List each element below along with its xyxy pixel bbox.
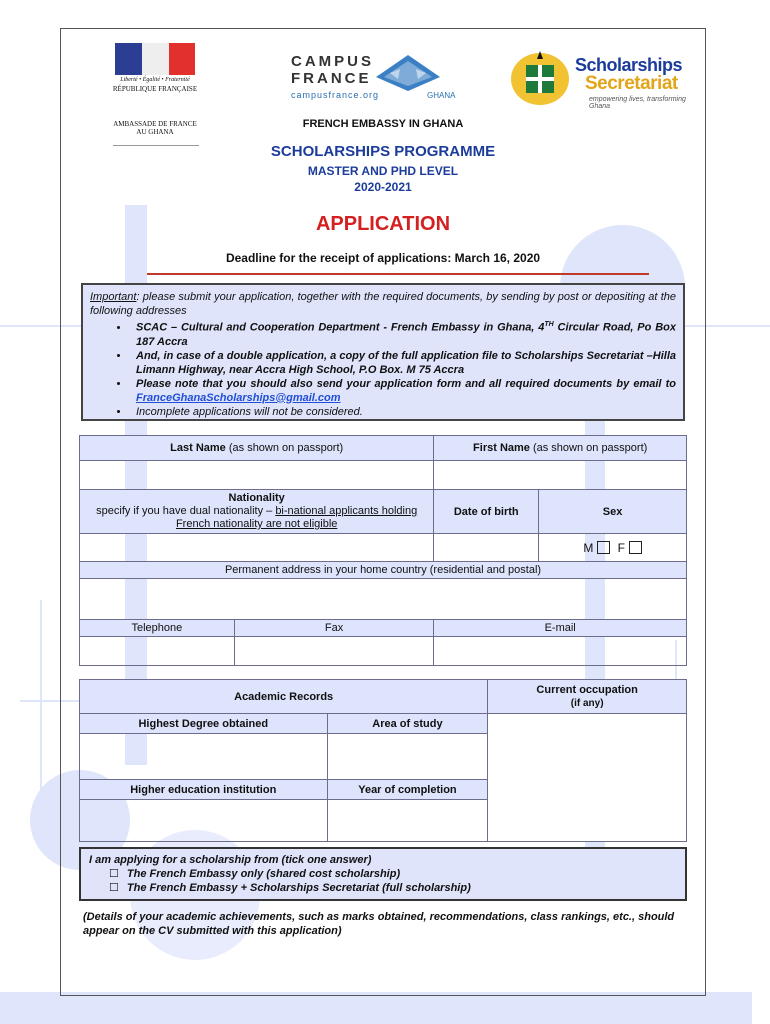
academic-records-table [79,679,687,842]
email-instruction: Please note that you should also send your application form and all required documents by email to [136,377,676,390]
scholarship-prompt: I am applying for a scholarship from (tick one answer) [89,854,372,866]
personal-info-table [79,435,687,666]
year-of-completion-header: Year of completion [327,780,488,800]
contact-email-link[interactable]: FranceGhanaScholarships@gmail.com [136,391,341,404]
highest-degree-header: Highest Degree obtained [80,714,328,734]
sex-header: Sex [539,490,687,534]
embassy-name: FRENCH EMBASSY IN GHANA [302,118,464,130]
sex-m-checkbox[interactable] [597,541,610,554]
marianne-flag-icon [115,43,195,75]
first-name-input[interactable] [434,461,687,490]
campus-france-line2: FRANCE [291,70,372,87]
important-label: Important [90,291,137,303]
motto: Liberté • Égalité • Fraternité [120,77,190,83]
academic-records-header: Academic Records [80,680,488,714]
bg-bottom-band [0,992,752,1024]
checkbox-icon[interactable]: ☐ [109,882,119,894]
bg-line-v1 [40,600,42,810]
institution-input[interactable] [80,800,328,842]
current-occupation-input[interactable] [488,714,687,842]
scholarship-choice-box [79,847,687,901]
important-notice [81,283,685,421]
current-occupation-header: Current occupation (if any) [488,680,687,714]
republic-name: RÉPUBLIQUE FRANÇAISE [112,85,198,93]
sex-f-checkbox[interactable] [629,541,642,554]
area-of-study-header: Area of study [327,714,488,734]
list-item: • And, in case of a double application, a copy of the full application file to Scholarships Secretariat –Hilla Limann Highway, near Accra High School, P.O Box. M 75 Accra [130,349,676,377]
list-item: • Incomplete applications will not be considered. [130,405,676,419]
last-name-input[interactable] [80,461,434,490]
secretariat-logo [509,49,699,109]
list-item: • SCAC – Cultural and Cooperation Department - French Embassy in Ghana, 4TH Circular Road, Po Box 187 Accra [130,318,676,349]
title-divider [147,273,649,275]
date-of-birth-input[interactable] [434,534,539,562]
email-header: E-mail [434,620,687,637]
fax-header: Fax [234,620,434,637]
application-form-page [60,28,706,996]
campus-france-country: GHANA [427,91,456,100]
checkbox-icon[interactable]: ☐ [109,868,119,880]
secretariat-line2: Secretariat [585,73,678,94]
last-name-header: Last Name (as shown on passport) [80,436,434,461]
address-header: Permanent address in your home country (residential and postal) [80,562,687,579]
embassy-line-2: AU GHANA [136,128,174,136]
embassy-line-1: AMBASSADE DE FRANCE [113,120,197,128]
scholarship-option-embassy[interactable]: ☐ The French Embassy only (shared cost scholarship) [109,868,401,880]
scholarship-option-full[interactable]: ☐ The French Embassy + Scholarships Secretariat (full scholarship) [109,882,471,894]
important-text: : please submit your application, together with the required documents, by sending by post or depositing at the following addresses [90,291,676,317]
sex-input: M F [539,534,687,562]
secretariat-tagline: empowering lives, transforming Ghana [589,96,686,110]
email-input[interactable] [434,637,687,666]
programme-years: 2020-2021 [354,180,412,194]
institution-header: Higher education institution [80,780,328,800]
deadline: Deadline for the receipt of applications: March 16, 2020 [225,251,541,265]
address-list [90,318,676,419]
important-intro [90,290,676,318]
fax-input[interactable] [234,637,434,666]
secretariat-line1: Scholarships [575,55,683,75]
year-of-completion-input[interactable] [327,800,488,842]
campus-france-logo [291,53,471,105]
area-of-study-input[interactable] [327,734,488,780]
ghana-coat-of-arms-icon [509,49,571,107]
programme-title: SCHOLARSHIPS PROGRAMME [270,143,496,160]
telephone-header: Telephone [80,620,235,637]
campus-france-diamond-icon [376,55,440,91]
nationality-header: Nationality specify if you have dual nationality – bi-national applicants holding French nationality are not eligible [80,490,434,534]
highest-degree-input[interactable] [80,734,328,780]
campus-france-url: campusfrance.org [291,90,380,100]
programme-level: MASTER AND PHD LEVEL [307,164,459,178]
address-input[interactable] [80,579,687,620]
campus-france-line1: CAMPUS [291,53,375,70]
application-title: APPLICATION [315,213,451,235]
date-of-birth-header: Date of birth [434,490,539,534]
footer-note: (Details of your academic achievements, such as marks obtained, recommendations, class rankings, etc., should appear on the CV submitted with this application) [83,911,675,937]
list-item [130,377,676,405]
telephone-input[interactable] [80,637,235,666]
first-name-header: First Name (as shown on passport) [434,436,687,461]
nationality-input[interactable] [80,534,434,562]
